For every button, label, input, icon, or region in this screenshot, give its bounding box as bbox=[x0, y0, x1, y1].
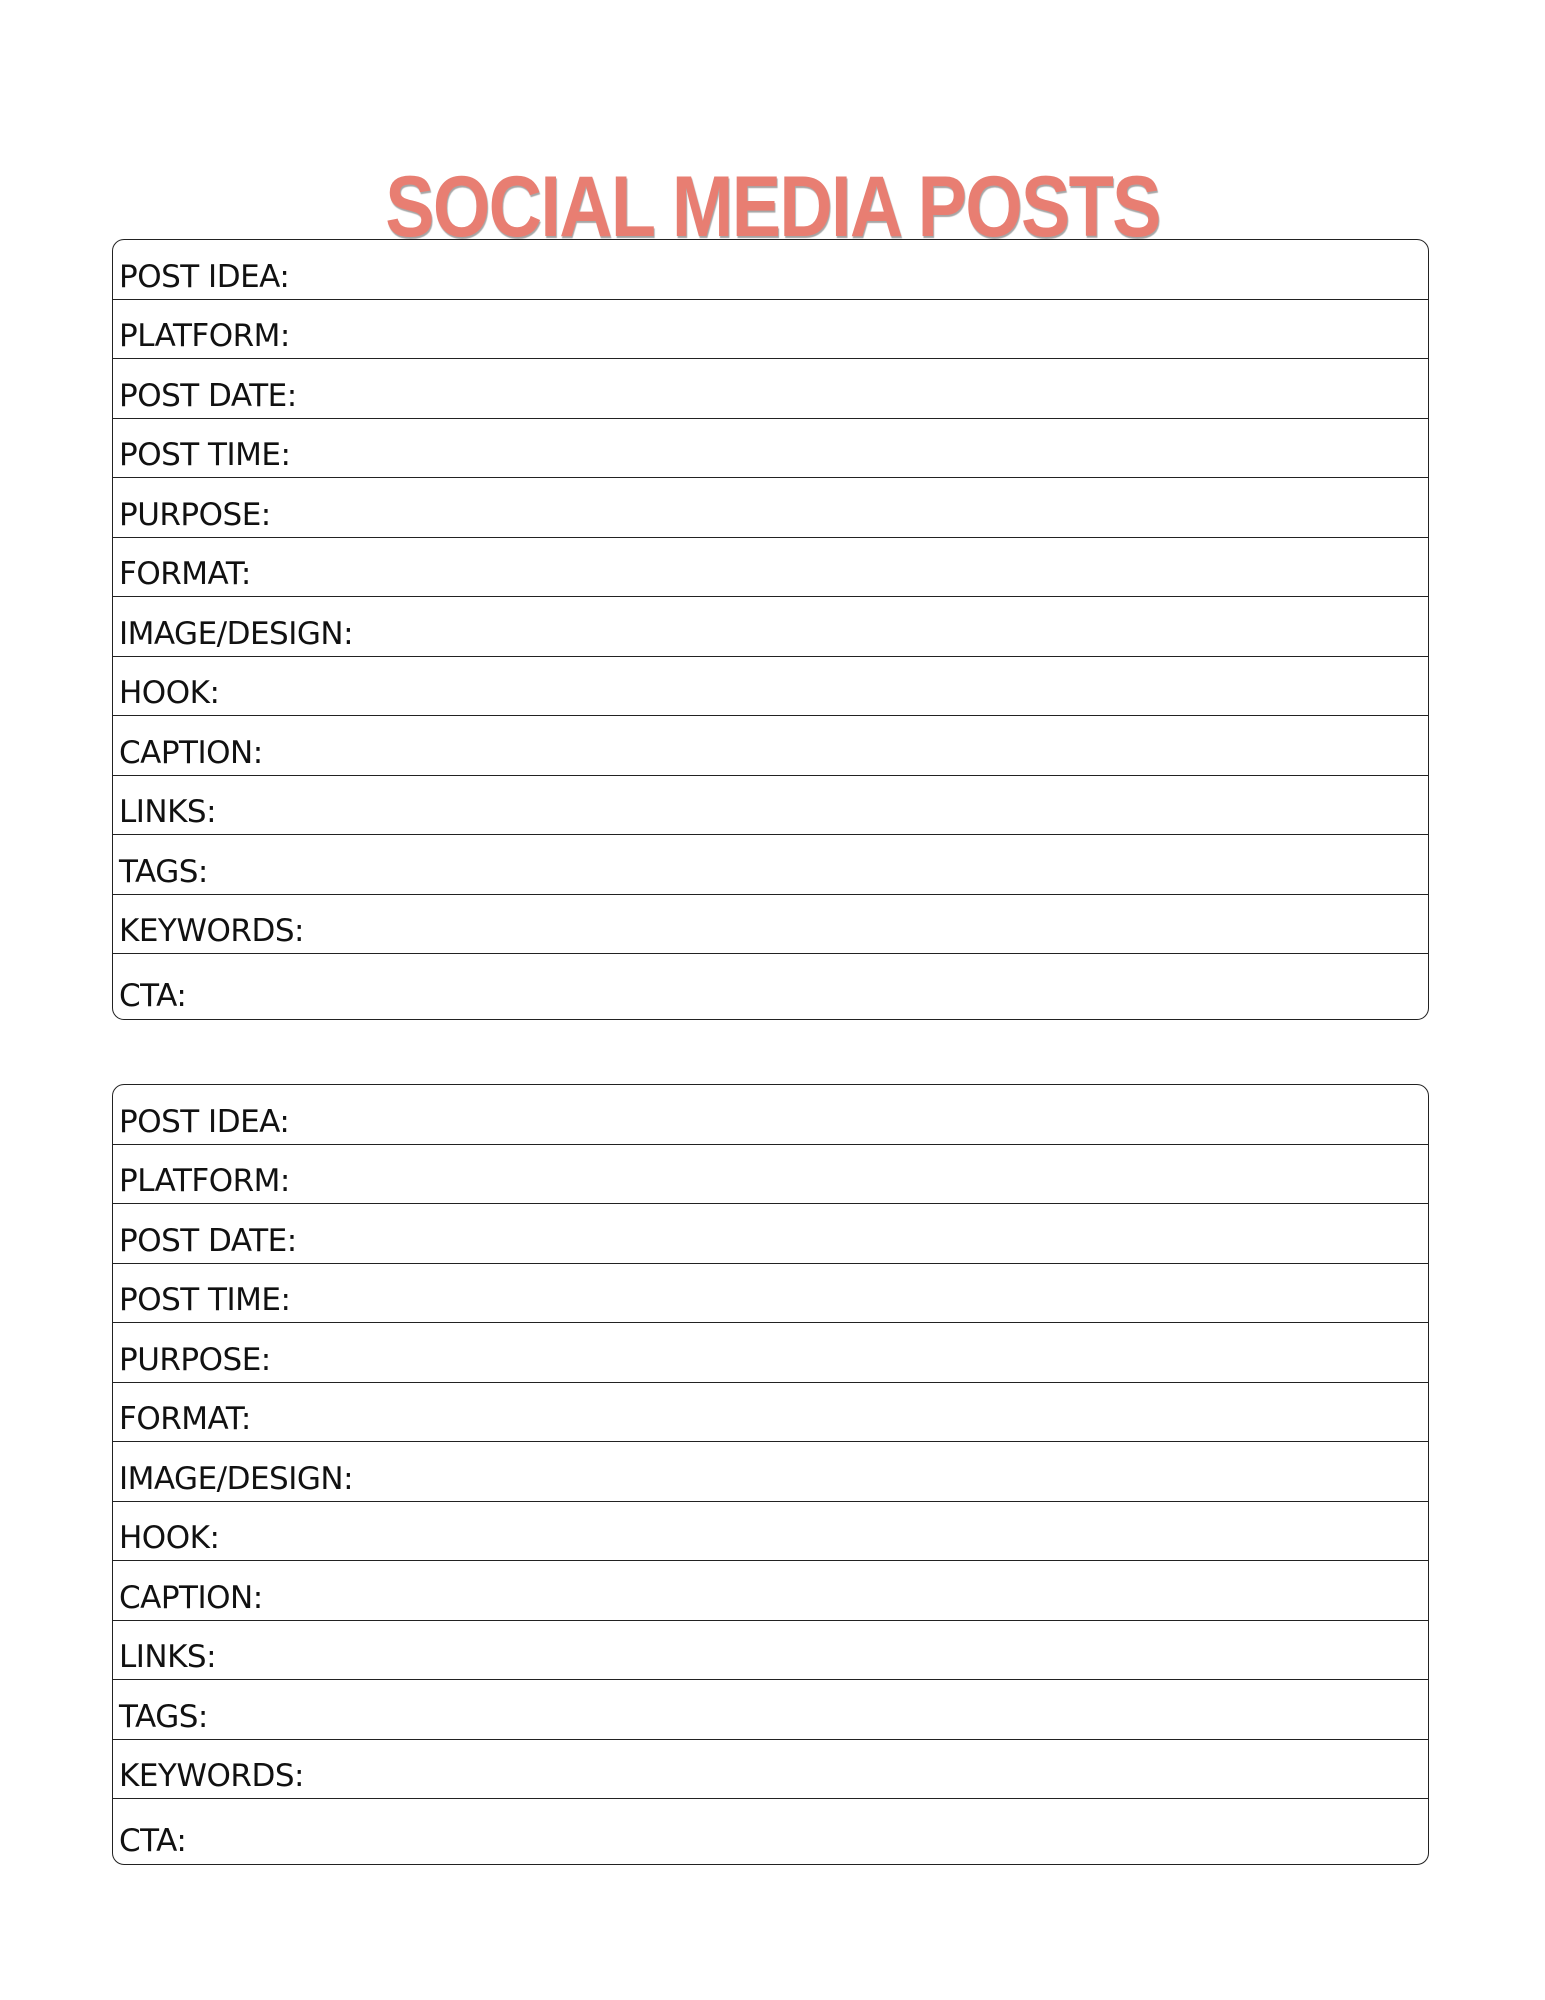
row-caption bbox=[113, 716, 1428, 776]
field-label: POST IDEA: bbox=[119, 258, 290, 295]
row-links bbox=[113, 1621, 1428, 1681]
platform-input[interactable] bbox=[113, 1145, 1428, 1204]
keywords-input[interactable] bbox=[113, 1740, 1428, 1799]
field-label: POST TIME: bbox=[119, 437, 291, 473]
hook-input[interactable] bbox=[113, 1502, 1428, 1561]
format-input[interactable] bbox=[113, 538, 1428, 597]
post-idea-input[interactable] bbox=[113, 240, 1428, 299]
row-platform bbox=[113, 300, 1428, 360]
format-input[interactable] bbox=[113, 1383, 1428, 1442]
tags-input[interactable] bbox=[113, 1680, 1428, 1739]
row-image-design bbox=[113, 1442, 1428, 1502]
links-input[interactable] bbox=[113, 1621, 1428, 1680]
post-date-input[interactable] bbox=[113, 1204, 1428, 1263]
post-time-input[interactable] bbox=[113, 419, 1428, 478]
field-label: KEYWORDS: bbox=[119, 1758, 304, 1794]
field-label: TAGS: bbox=[119, 853, 208, 890]
field-label: POST IDEA: bbox=[119, 1103, 290, 1140]
field-label: PURPOSE: bbox=[119, 496, 271, 533]
row-hook bbox=[113, 1502, 1428, 1562]
image-design-input[interactable] bbox=[113, 597, 1428, 656]
field-label: HOOK: bbox=[119, 675, 220, 711]
field-label: KEYWORDS: bbox=[119, 913, 304, 949]
field-label: CAPTION: bbox=[119, 1579, 263, 1616]
row-format bbox=[113, 1383, 1428, 1443]
caption-input[interactable] bbox=[113, 716, 1428, 775]
field-label: TAGS: bbox=[119, 1698, 208, 1735]
field-label: CTA: bbox=[119, 1823, 187, 1859]
field-label: CTA: bbox=[119, 978, 187, 1014]
row-image-design bbox=[113, 597, 1428, 657]
cta-input[interactable] bbox=[113, 1799, 1428, 1863]
field-label: HOOK: bbox=[119, 1520, 220, 1556]
row-tags bbox=[113, 1680, 1428, 1740]
row-post-idea bbox=[113, 240, 1428, 300]
post-card-1 bbox=[112, 239, 1429, 1020]
hook-input[interactable] bbox=[113, 657, 1428, 716]
post-card-2 bbox=[112, 1084, 1429, 1865]
row-caption bbox=[113, 1561, 1428, 1621]
row-post-idea bbox=[113, 1085, 1428, 1145]
row-cta bbox=[113, 1799, 1428, 1863]
field-label: IMAGE/DESIGN: bbox=[119, 1460, 354, 1497]
row-platform bbox=[113, 1145, 1428, 1205]
page-title: SOCIAL MEDIA POSTS bbox=[385, 158, 1160, 255]
field-label: LINKS: bbox=[119, 1639, 217, 1675]
row-post-time bbox=[113, 1264, 1428, 1324]
post-date-input[interactable] bbox=[113, 359, 1428, 418]
purpose-input[interactable] bbox=[113, 478, 1428, 537]
row-keywords bbox=[113, 895, 1428, 955]
keywords-input[interactable] bbox=[113, 895, 1428, 954]
post-idea-input[interactable] bbox=[113, 1085, 1428, 1144]
field-label: PURPOSE: bbox=[119, 1341, 271, 1378]
tags-input[interactable] bbox=[113, 835, 1428, 894]
row-tags bbox=[113, 835, 1428, 895]
row-purpose bbox=[113, 1323, 1428, 1383]
image-design-input[interactable] bbox=[113, 1442, 1428, 1501]
field-label: FORMAT: bbox=[119, 556, 251, 592]
row-cta bbox=[113, 954, 1428, 1018]
links-input[interactable] bbox=[113, 776, 1428, 835]
field-label: IMAGE/DESIGN: bbox=[119, 615, 354, 652]
field-label: LINKS: bbox=[119, 794, 217, 830]
row-post-time bbox=[113, 419, 1428, 479]
row-post-date bbox=[113, 359, 1428, 419]
platform-input[interactable] bbox=[113, 300, 1428, 359]
field-label: POST TIME: bbox=[119, 1282, 291, 1318]
row-keywords bbox=[113, 1740, 1428, 1800]
field-label: FORMAT: bbox=[119, 1401, 251, 1437]
field-label: POST DATE: bbox=[119, 1222, 297, 1259]
row-links bbox=[113, 776, 1428, 836]
cta-input[interactable] bbox=[113, 954, 1428, 1018]
purpose-input[interactable] bbox=[113, 1323, 1428, 1382]
field-label: PLATFORM: bbox=[119, 318, 290, 354]
field-label: PLATFORM: bbox=[119, 1163, 290, 1199]
row-purpose bbox=[113, 478, 1428, 538]
row-format bbox=[113, 538, 1428, 598]
field-label: POST DATE: bbox=[119, 377, 297, 414]
row-post-date bbox=[113, 1204, 1428, 1264]
row-hook bbox=[113, 657, 1428, 717]
field-label: CAPTION: bbox=[119, 734, 263, 771]
caption-input[interactable] bbox=[113, 1561, 1428, 1620]
post-time-input[interactable] bbox=[113, 1264, 1428, 1323]
